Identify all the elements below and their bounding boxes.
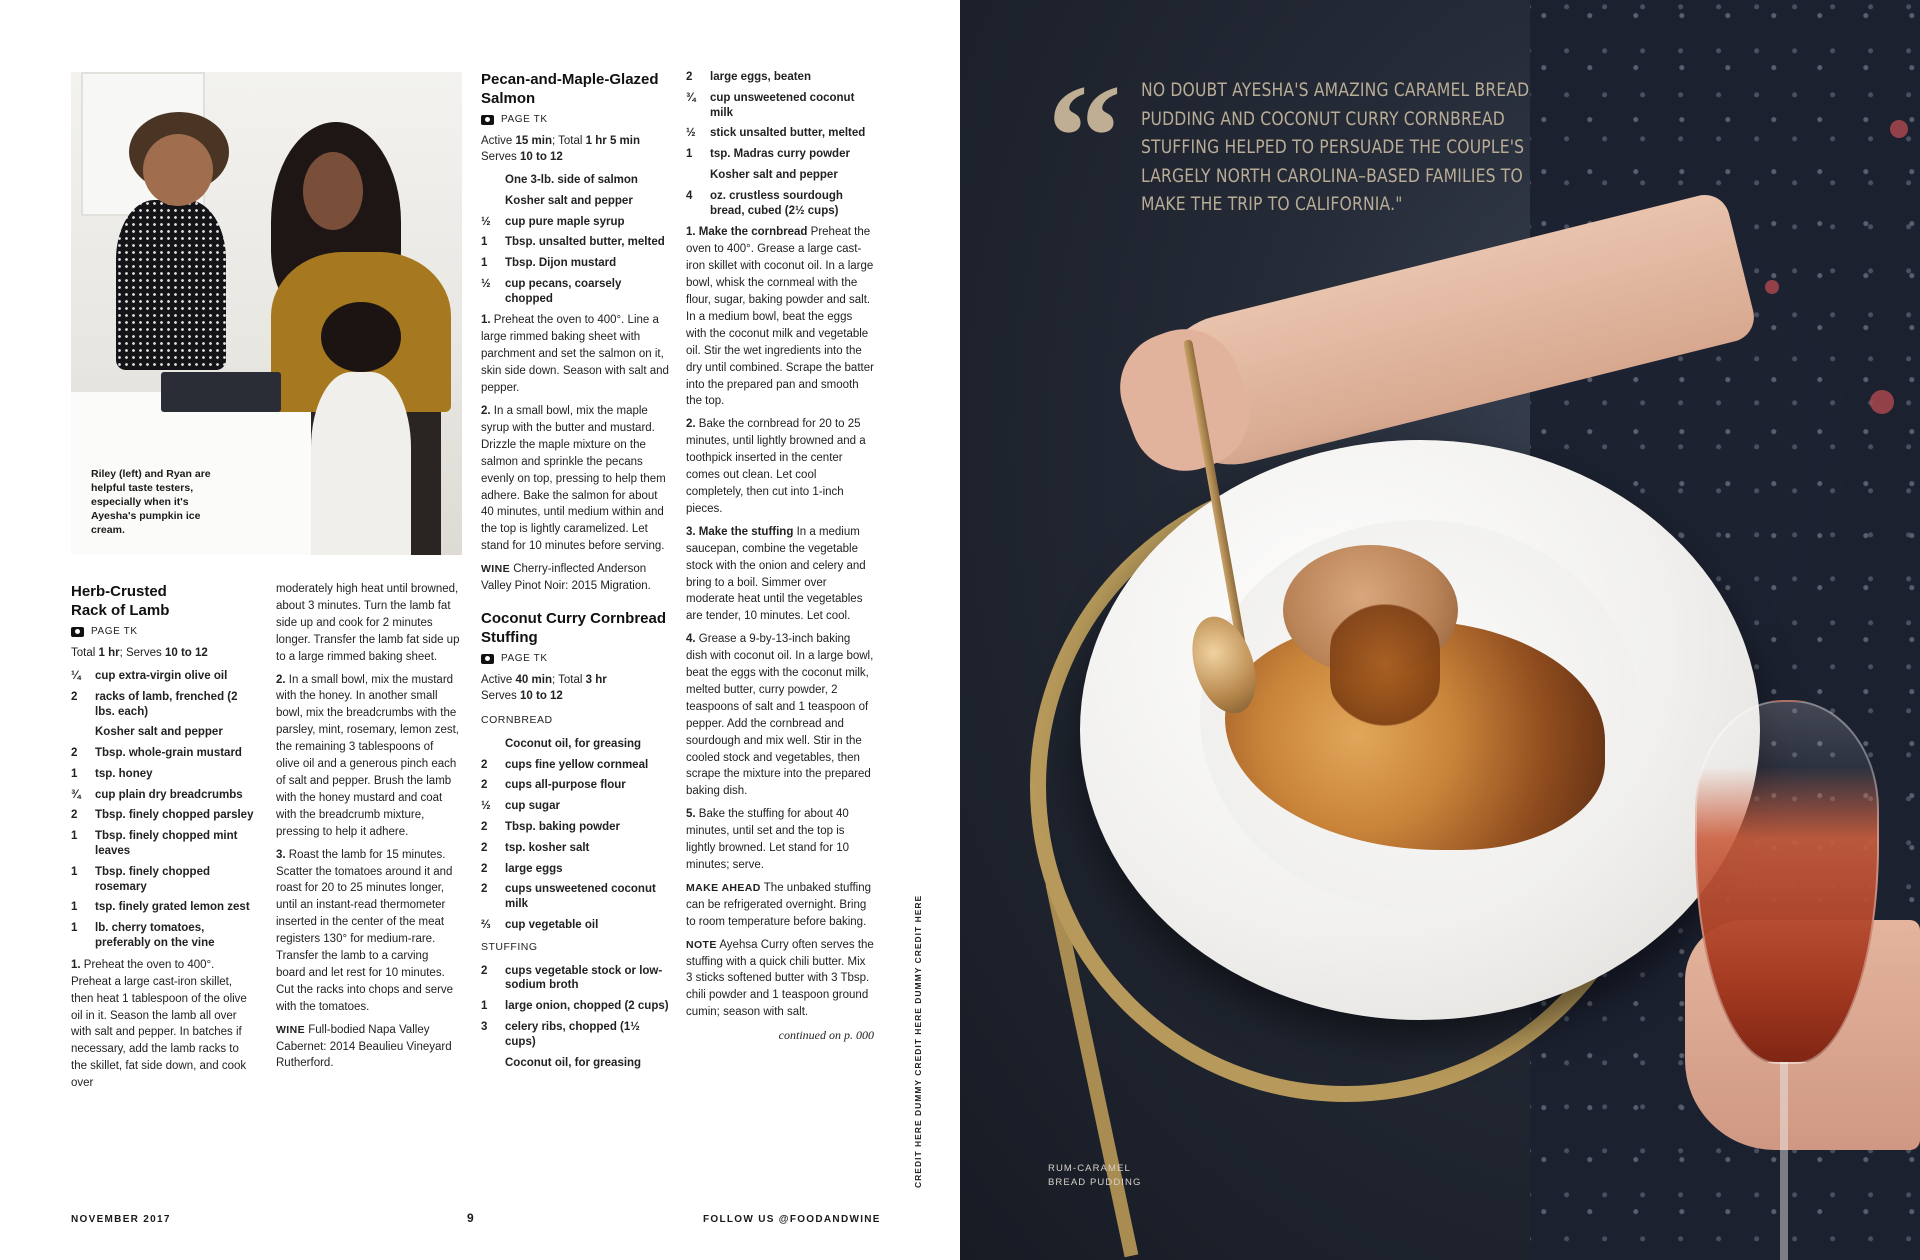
stuffing-subhead: STUFFING (481, 940, 538, 953)
step-number: 2. (276, 673, 286, 686)
ingredient-text: cup extra-virgin olive oil (95, 669, 228, 682)
ingredient-text: Kosher salt and pepper (95, 726, 223, 739)
ingredient-text: racks of lamb, frenched (2 lbs. each) (95, 690, 238, 718)
salmon-wine (481, 561, 669, 595)
stuffing-step-1 (686, 224, 874, 410)
ingredient-item (481, 918, 669, 933)
photo-girl2-hair (321, 302, 401, 372)
family-photo (71, 72, 462, 555)
cornbread-subhead: CORNBREAD (481, 713, 553, 726)
salmon-title: Pecan-and-Maple-Glazed Salmon (481, 71, 659, 107)
stuffing-total-label: ; Total (551, 673, 583, 686)
stuffing-serves: 10 to 12 (520, 689, 563, 702)
ingredient-text: cups vegetable stock or low-sodium broth (505, 964, 663, 992)
step-text: Bake the stuffing for about 40 minutes, until set and the top is lightly browned. Let stand for 10 minutes; serve. (686, 808, 850, 871)
camera-icon (481, 654, 494, 664)
salmon-active: 15 min (515, 134, 552, 147)
ingredient-text: oz. crustless sourdough bread, cubed (2½ cups) (710, 189, 843, 217)
ingredient-quantity: 2 (481, 964, 488, 977)
ingredient-quantity: 1 (686, 148, 693, 161)
ingredient-text: Tbsp. finely chopped parsley (95, 809, 254, 822)
ingredient-text: cup plain dry breadcrumbs (95, 788, 243, 801)
ingredient-item (71, 829, 256, 859)
salmon-ingredient-list (481, 173, 669, 307)
photo-glass-stem (1780, 1055, 1788, 1260)
ingredient-item (686, 168, 874, 183)
ingredient-text: Tbsp. finely chopped rosemary (95, 865, 211, 893)
cornbread-ingredient-list (481, 737, 669, 933)
salmon-page-tk-label: PAGE TK (501, 114, 548, 125)
wine-label: WINE (481, 563, 511, 576)
ingredient-item (481, 256, 669, 271)
ingredient-item (71, 767, 256, 782)
make-ahead (686, 880, 874, 931)
ingredient-text: Tbsp. finely chopped mint leaves (95, 830, 238, 858)
salmon-step-1 (481, 312, 669, 397)
salmon-serves: 10 to 12 (520, 150, 563, 163)
photo-girl2-dress (311, 372, 411, 555)
stuffing-step-2 (686, 416, 874, 517)
ingredient-quantity: 1 (71, 830, 78, 843)
photo-caption-line2: BREAD PUDDING (1048, 1177, 1142, 1188)
photo-caramel (1330, 600, 1440, 730)
ingredient-quantity: 1 (71, 865, 78, 878)
ingredient-text: cups all-purpose flour (505, 779, 626, 792)
ingredient-item (481, 964, 669, 994)
photo-girl1-face (143, 134, 213, 206)
stuffing-page-tk (481, 651, 669, 668)
lamb-step-2 (276, 672, 460, 841)
salmon-step-2 (481, 403, 669, 555)
ingredient-quantity: ¼ (71, 669, 81, 682)
lamb-serves: 10 to 12 (164, 646, 208, 659)
salmon-active-label: Active (481, 134, 513, 147)
photo-caption-line1: RUM-CARAMEL (1048, 1163, 1131, 1174)
ingredient-quantity: 2 (481, 841, 488, 854)
ingredient-quantity: 2 (481, 779, 488, 792)
ingredient-item (686, 147, 874, 162)
lamb-meta (71, 645, 256, 661)
step-number: 2. (686, 418, 696, 431)
stuffing-active: 40 min (515, 673, 552, 686)
stuffing-ingredient-list-2 (686, 70, 874, 218)
note-label: NOTE (686, 938, 717, 951)
ingredient-quantity (686, 168, 710, 183)
make-ahead-text: The unbaked stuffing can be refrigerated overnight. Bring to room temperature before baking. (686, 881, 871, 928)
lamb-step-3 (276, 847, 460, 1016)
lamb-column (71, 582, 256, 1098)
ingredient-item (481, 215, 669, 230)
photo-mom-face (303, 152, 363, 230)
ingredient-quantity: 1 (481, 257, 488, 270)
stuffing-step-5 (686, 806, 874, 874)
ingredient-text: tsp. finely grated lemon zest (95, 901, 250, 914)
lamb-wine (276, 1022, 460, 1073)
step-text: Roast the lamb for 15 minutes. Scatter the tomatoes around it and roast for 20 to 25 minutes longer, until an instant-read thermometer inserted in the center of the meat registers 130° for medium-rare. Transfer the lamb to a carving board and let rest for 10 minutes. Cut the racks into chops and serve with the tomatoes. (276, 848, 454, 1013)
lamb-page-tk (71, 624, 256, 641)
ingredient-text: Kosher salt and pepper (710, 168, 838, 181)
ingredient-quantity: 1 (71, 767, 78, 780)
ingredient-quantity: ¾ (71, 788, 81, 801)
ingredient-quantity (481, 173, 505, 188)
ingredient-text: large eggs (505, 862, 563, 875)
step-text: Preheat the oven to 400°. Line a large rimmed baking sheet with parchment and set the salmon on it, skin side down. Season with salt and pepper. (481, 314, 669, 395)
ingredient-quantity (481, 1056, 505, 1071)
ingredient-item (71, 788, 256, 803)
ingredient-item (71, 725, 256, 740)
ingredient-quantity: 2 (481, 820, 488, 833)
ingredient-text: cup pure maple syrup (505, 215, 625, 228)
step-number: 1. (481, 314, 491, 327)
photo-dress-flower (1870, 390, 1894, 414)
photo-credit: CREDIT HERE DUMMY CREDIT HERE DUMMY CREDIT HERE (913, 894, 923, 1188)
salmon-total-label: ; Total (551, 134, 583, 147)
photo-dress-flower (1765, 280, 1779, 294)
photo-caption-pudding (1048, 1162, 1141, 1190)
make-ahead-label: MAKE AHEAD (686, 881, 761, 894)
ingredient-item (481, 1020, 669, 1050)
stuffing-step-4 (686, 631, 874, 800)
ingredient-text: Tbsp. unsalted butter, melted (505, 236, 665, 249)
step-number: 5. (686, 808, 696, 821)
step-text: Preheat the oven to 400°. Grease a large cast-iron skillet with coconut oil. In a large bowl, whisk the cornmeal with the flour, sugar, baking powder and salt. In a medium bowl, beat the eggs with the coconut milk and vegetable oil. Stir the wet ingredients into the dry until combined. Scrape the batter into the prepared pan and smooth the top. (686, 226, 874, 408)
ingredient-text: lb. cherry tomatoes, preferably on the vine (95, 922, 215, 950)
ingredient-text: tsp. honey (95, 767, 153, 780)
ingredient-quantity: ½ (481, 215, 491, 228)
lamb-ingredient-list (71, 669, 256, 951)
ingredient-item (71, 690, 256, 720)
step-text: Grease a 9-by-13-inch baking dish with coconut oil. In a large bowl, beat the eggs with the coconut milk, melted butter, curry powder, 2 teaspoons of salt and 1 teaspoon of pepper. Add the cornbread and sourdough and mix well. Stir in the cooled stock and vegetables, then scrape the mixture into the prepared baking dish. (686, 633, 874, 798)
camera-icon (481, 115, 494, 125)
ingredient-quantity: 2 (71, 690, 78, 703)
wine-label: WINE (276, 1023, 306, 1036)
stuffing-active-label: Active (481, 673, 513, 686)
stuffing-ingredient-list (481, 964, 669, 1071)
ingredient-item (481, 235, 669, 250)
ingredient-quantity: 1 (481, 236, 488, 249)
ingredient-item (481, 778, 669, 793)
ingredient-item (71, 865, 256, 895)
lamb-total: 1 hr (98, 646, 120, 659)
ingredient-quantity: 1 (481, 1000, 488, 1013)
lamb-step-1 (71, 957, 256, 1092)
stuffing-step-3 (686, 524, 874, 625)
ingredient-quantity (481, 737, 505, 752)
ingredient-item (481, 194, 669, 209)
ingredient-item (71, 746, 256, 761)
ingredient-quantity: 2 (71, 747, 78, 760)
wine-text: Full-bodied Napa Valley Cabernet: 2014 Beaulieu Vineyard Rutherford. (276, 1023, 452, 1070)
ingredient-item (686, 91, 874, 121)
photo-loaf-pan (161, 372, 281, 412)
ingredient-item (686, 70, 874, 85)
ingredient-quantity: 2 (686, 71, 693, 83)
ingredient-text: One 3-lb. side of salmon (505, 173, 638, 186)
ingredient-item (481, 999, 669, 1014)
ingredient-text: cup sugar (505, 800, 560, 813)
step-text: Bake the cornbread for 20 to 25 minutes, until lightly browned and a toothpick inserted in the center comes out clean. Let cool completely, then cut into 1-inch pieces. (686, 418, 866, 515)
step-lead: Make the stuffing (698, 525, 794, 538)
stuffing-title: Coconut Curry Cornbread Stuffing (481, 609, 667, 646)
ingredient-text: large onion, chopped (2 cups) (505, 1000, 669, 1013)
salmon-total: 1 hr 5 min (585, 134, 640, 147)
footer-follow: FOLLOW US @FOODANDWINE (703, 1214, 881, 1225)
ingredient-item (71, 921, 256, 951)
ingredient-quantity: 4 (686, 189, 693, 202)
step-text: In a small bowl, mix the mustard with the honey. In another small bowl, mix the breadcrumbs with the parsley, mint, rosemary, lemon zest, the remaining 3 tablespoons of olive oil and a generous pinch each of salt and pepper. Brush the lamb with the honey mustard and coat with the breadcrumb mixture, pressing to help it adhere. (276, 673, 459, 838)
ingredient-text: Coconut oil, for greasing (505, 1056, 642, 1069)
ingredient-quantity (481, 194, 505, 209)
ingredient-quantity: 1 (71, 901, 78, 914)
photo-caption: Riley (left) and Ryan are helpful taste testers, especially when it's Ayesha's pumpkin ice cream. (91, 468, 211, 536)
ingredient-text: Coconut oil, for greasing (505, 737, 642, 750)
ingredient-item (481, 820, 669, 835)
ingredient-text: stick unsalted butter, melted (710, 127, 866, 140)
lamb-page-tk-label: PAGE TK (91, 626, 138, 637)
footer-date: NOVEMBER 2017 (71, 1214, 171, 1225)
ingredient-text: cup vegetable oil (505, 918, 599, 931)
ingredient-item (481, 758, 669, 773)
ingredient-text: Kosher salt and pepper (505, 194, 633, 207)
ingredient-quantity: ½ (481, 277, 491, 290)
step-lead: Make the cornbread (698, 226, 808, 239)
stuffing-total: 3 hr (585, 673, 607, 686)
lamb-column-2 (276, 581, 460, 1078)
quote-mark-icon: “ (1047, 54, 1122, 220)
ingredient-text: cup unsweetened coconut milk (710, 91, 855, 119)
ingredient-quantity: 2 (481, 883, 488, 896)
photo-dress-flower (1890, 120, 1908, 138)
ingredient-item (481, 173, 669, 188)
wine-text: Cherry-inflected Anderson Valley Pinot Noir: 2015 Migration. (481, 563, 651, 593)
ingredient-item (686, 126, 874, 141)
ingredient-item (481, 737, 669, 752)
ingredient-text: cups fine yellow cornmeal (505, 758, 649, 771)
ingredient-text: Tbsp. baking powder (505, 820, 621, 833)
footer-page-number: 9 (467, 1211, 475, 1225)
stuffing-meta (481, 672, 669, 704)
lamb-title-line2: Rack of Lamb (71, 602, 170, 619)
ingredient-item (481, 862, 669, 877)
step-text: Preheat the oven to 400°. Preheat a large cast-iron skillet, then heat 1 tablespoon of the olive oil in it. Season the lamb all over with salt and pepper. In batches if necessary, add the lamb racks to the skillet, fat side down, and cook over (71, 958, 247, 1090)
note-text: Ayehsa Curry often serves the stuffing with a quick chili butter. Mix 3 sticks softened butter with 3 Tbsp. chili powder and 1 teaspoon ground cumin; season with salt. (686, 938, 874, 1019)
step-text: In a medium saucepan, combine the vegetable stock with the onion and celery and bring to a boil. Simmer over moderate heat until the vegetables are tender, 10 minutes. Let cool. (686, 525, 866, 623)
stuffing-serves-label: Serves (481, 689, 517, 702)
ingredient-item (481, 882, 669, 912)
salmon-column (481, 70, 669, 1076)
ingredient-text: large eggs, beaten (710, 71, 811, 83)
ingredient-item (481, 277, 669, 307)
note (686, 937, 874, 1022)
ingredient-item (481, 1056, 669, 1071)
ingredient-quantity: ½ (686, 127, 696, 140)
stuffing-page-tk-label: PAGE TK (501, 652, 548, 664)
step-text: In a small bowl, mix the maple syrup with the butter and mustard. Drizzle the maple mixture on the salmon and sprinkle the pecans evenly on top, pressing to help them adhere. Bake the salmon for about 40 minutes, until medium within and the top is lightly caramelized. Let stand for 10 minutes before serving. (481, 405, 666, 553)
ingredient-quantity: 3 (481, 1021, 488, 1034)
lamb-title-line1: Herb-Crusted (71, 583, 167, 600)
ingredient-quantity: 2 (71, 809, 78, 822)
ingredient-item (686, 189, 874, 219)
pull-quote: NO DOUBT AYESHA'S AMAZING CARAMEL BREAD PUDDING AND COCONUT CURRY CORNBREAD STUFFING HELPED TO PERSUADE THE COUPLE'S LARGELY NORTH CAROLINA–BASED FAMILIES TO MAKE THE TRIP TO CALIFORNIA." (1141, 79, 1530, 215)
ingredient-quantity: 1 (71, 922, 78, 935)
ingredient-text: Tbsp. Dijon mustard (505, 257, 617, 270)
stuffing-column (686, 70, 874, 1044)
ingredient-text: celery ribs, chopped (1½ cups) (505, 1021, 640, 1048)
ingredient-item (481, 841, 669, 856)
step-number: 2. (481, 405, 491, 418)
ingredient-text: cup pecans, coarsely chopped (505, 277, 622, 305)
ingredient-item (71, 669, 256, 684)
ingredient-quantity (71, 725, 95, 740)
camera-icon (71, 627, 84, 637)
ingredient-text: Tbsp. whole-grain mustard (95, 747, 242, 760)
lamb-step-1-cont: moderately high heat until browned, about 3 minutes. Turn the lamb fat side up and cook for 2 minutes longer. Transfer the lamb fat side up to a large rimmed baking sheet. (276, 583, 460, 663)
ingredient-quantity: ⅔ (481, 918, 491, 931)
step-number: 1. (71, 958, 81, 971)
step-number: 1. (686, 226, 696, 239)
step-number: 3. (686, 525, 696, 538)
ingredient-text: tsp. kosher salt (505, 841, 590, 854)
lamb-title (71, 582, 256, 620)
ingredient-text: tsp. Madras curry powder (710, 148, 850, 161)
ingredient-text: cups unsweetened coconut milk (505, 883, 656, 911)
ingredient-item (71, 900, 256, 915)
ingredient-item (71, 808, 256, 823)
ingredient-item (481, 799, 669, 814)
lamb-total-label: Total (71, 646, 96, 659)
step-number: 3. (276, 848, 286, 861)
salmon-page-tk (481, 112, 669, 129)
continued-link[interactable]: continued on p. 000 (778, 1028, 874, 1043)
lamb-serves-label: ; Serves (119, 646, 162, 659)
salmon-serves-label: Serves (481, 150, 517, 163)
photo-girl1-dress (116, 200, 226, 370)
ingredient-quantity: 2 (481, 758, 488, 771)
ingredient-quantity: ½ (481, 800, 491, 813)
salmon-meta (481, 133, 669, 165)
ingredient-quantity: 2 (481, 862, 488, 875)
step-number: 4. (686, 633, 696, 646)
ingredient-quantity: ¾ (686, 91, 696, 104)
